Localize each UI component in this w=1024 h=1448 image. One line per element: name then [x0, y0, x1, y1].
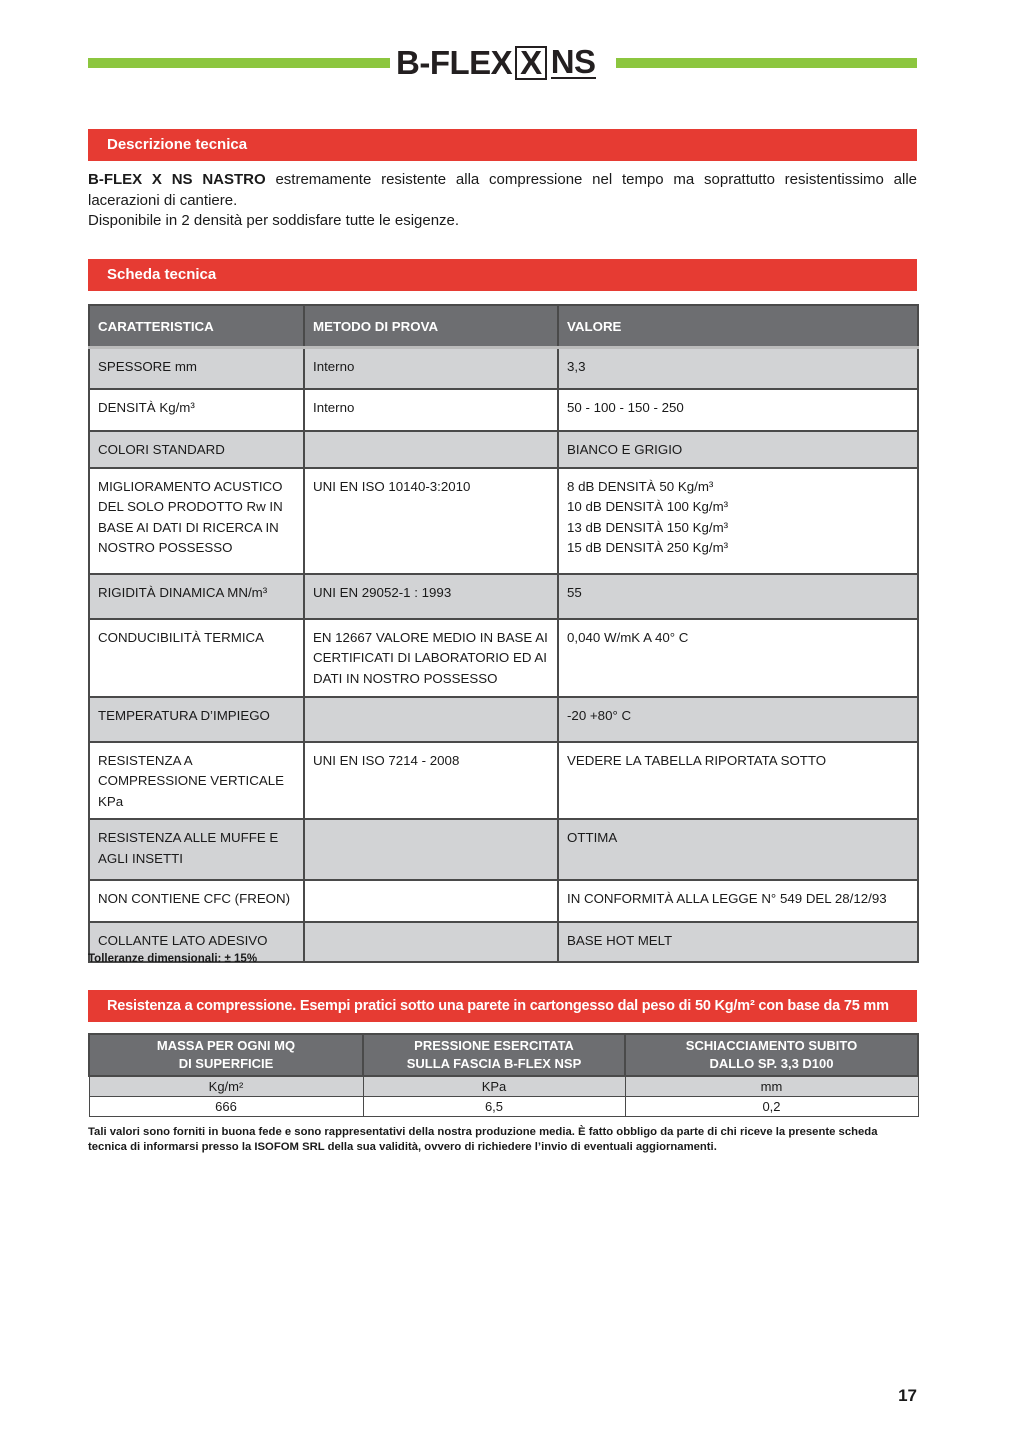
cell-caratteristica: MIGLIORAMENTO ACUSTICO DEL SOLO PRODOTTO Rw IN BASE AI DATI DI RICERCA IN NOSTRO POSSESSO: [89, 468, 304, 574]
cell-caratteristica: SPESSORE mm: [89, 348, 304, 389]
acoustic-value-100: 10 dB DENSITÀ 100 Kg/m³: [567, 499, 729, 514]
description-line1: estremamente resistente alla compressione nel tempo ma soprattutto resistentissimo alle lacerazioni di cantiere.: [88, 171, 917, 209]
table-row: [89, 389, 918, 431]
section-title-resistenza: Resistenza a compressione. Esempi pratici sotto una parete in cartongesso dal peso di 50 Kg/m² con base da 75 mm: [88, 990, 917, 1022]
table-row: [89, 819, 918, 880]
cell-caratteristica: NON CONTIENE CFC (FREON): [89, 880, 304, 922]
col-header-schiacciamento: [625, 1034, 918, 1076]
section-title-scheda: Scheda tecnica: [88, 259, 917, 291]
page-number: 17: [898, 1386, 917, 1405]
cell-metodo: UNI EN ISO 7214 - 2008: [304, 742, 558, 820]
description-paragraph: [88, 170, 917, 211]
cell-valore: 3,3: [558, 348, 918, 389]
col-header-metodo: METODO DI PROVA: [304, 305, 558, 348]
col-header-pressione-line2: SULLA FASCIA B-FLEX NSP: [406, 1056, 582, 1071]
disclaimer-note: Tali valori sono forniti in buona fede e sono rappresentativi della nostra produzione media. È fatto obbligo da parte di chi riceve la presente scheda tecnica di informarsi presso la ISOFOM SRL della sua validità, ovvero di richiedere l’invio di eventuali aggiornamenti.: [88, 1126, 878, 1153]
col-header-pressione: [363, 1034, 625, 1076]
table-row: [89, 468, 918, 574]
compression-header-row: [89, 1034, 918, 1076]
cell-valore: BASE HOT MELT: [558, 922, 918, 962]
table-row: [89, 431, 918, 468]
col-header-schiacciamento-line2: DALLO SP. 3,3 D100: [709, 1056, 834, 1071]
table-row: [89, 619, 918, 697]
cell-metodo: UNI EN ISO 10140-3:2010: [304, 468, 558, 574]
cell-valore: VEDERE LA TABELLA RIPORTATA SOTTO: [558, 742, 918, 820]
unit-cell: Kg/m²: [89, 1076, 363, 1097]
value-cell: 6,5: [363, 1097, 625, 1117]
cell-metodo: UNI EN 29052-1 : 1993: [304, 574, 558, 619]
cell-valore: [558, 468, 918, 574]
acoustic-value-50: 8 dB DENSITÀ 50 Kg/m³: [567, 478, 714, 494]
tolerance-note: Tolleranze dimensionali: ± 15%: [88, 953, 258, 965]
cell-valore: 55: [558, 574, 918, 619]
cell-metodo: [304, 880, 558, 922]
col-header-massa: [89, 1034, 363, 1076]
cell-metodo: [304, 431, 558, 468]
acoustic-value-250: 15 dB DENSITÀ 250 Kg/m³: [567, 540, 729, 555]
cell-valore: BIANCO E GRIGIO: [558, 431, 918, 468]
table-row: [89, 742, 918, 820]
spec-table: [88, 304, 919, 963]
page-header: [88, 40, 917, 88]
table-row: [89, 697, 918, 742]
cell-caratteristica: RESISTENZA A COMPRESSIONE VERTICALE KPa: [89, 742, 304, 820]
unit-cell: mm: [625, 1076, 918, 1097]
col-header-massa-line2: DI SUPERFICIE: [178, 1056, 274, 1071]
table-row: [89, 348, 918, 389]
col-header-schiacciamento-line1: SCHIACCIAMENTO SUBITO: [685, 1038, 858, 1053]
cell-valore: -20 +80° C: [558, 697, 918, 742]
cell-valore: 0,040 W/mK A 40° C: [558, 619, 918, 697]
unit-cell: KPa: [363, 1076, 625, 1097]
cell-caratteristica: COLLANTE LATO ADESIVO: [89, 922, 304, 962]
cell-caratteristica: RESISTENZA ALLE MUFFE E AGLI INSETTI: [89, 819, 304, 880]
table-row: [89, 574, 918, 619]
header-bar-right: [616, 58, 917, 68]
cell-valore: IN CONFORMITÀ ALLA LEGGE N° 549 DEL 28/12/93: [558, 880, 918, 922]
cell-metodo: [304, 819, 558, 880]
table-row: [89, 880, 918, 922]
value-cell: 0,2: [625, 1097, 918, 1117]
cell-metodo: [304, 922, 558, 962]
description-line2: Disponibile in 2 densità per soddisfare tutte le esigenze.: [88, 212, 460, 229]
brand-main: B-FLEX: [396, 44, 513, 81]
section-title-descrizione: Descrizione tecnica: [88, 129, 917, 161]
col-header-pressione-line1: PRESSIONE ESERCITATA: [414, 1038, 574, 1053]
col-header-massa-line1: MASSA PER OGNI MQ: [156, 1038, 296, 1053]
product-name: B-FLEX X NS NASTRO: [88, 171, 266, 188]
cell-caratteristica: RIGIDITÀ DINAMICA MN/m³: [89, 574, 304, 619]
cell-valore: 50 - 100 - 150 - 250: [558, 389, 918, 431]
cell-metodo: EN 12667 VALORE MEDIO IN BASE AI CERTIFICATI DI LABORATORIO ED AI DATI IN NOSTRO POSSESSO: [304, 619, 558, 697]
brand-logo: [396, 42, 596, 84]
cell-caratteristica: COLORI STANDARD: [89, 431, 304, 468]
header-bar-left: [88, 58, 390, 68]
units-row: [89, 1076, 918, 1097]
value-cell: 666: [89, 1097, 363, 1117]
cell-caratteristica: TEMPERATURA D’IMPIEGO: [89, 697, 304, 742]
values-row: [89, 1097, 918, 1117]
cell-metodo: Interno: [304, 389, 558, 431]
col-header-valore: VALORE: [558, 305, 918, 348]
col-header-caratteristica: CARATTERISTICA: [89, 305, 304, 348]
brand-box: X: [515, 46, 547, 80]
cell-metodo: Interno: [304, 348, 558, 389]
cell-valore: OTTIMA: [558, 819, 918, 880]
description-text: [88, 170, 917, 232]
spec-header-row: [89, 305, 918, 348]
cell-metodo: [304, 697, 558, 742]
compression-table: [88, 1033, 919, 1117]
cell-caratteristica: DENSITÀ Kg/m³: [89, 389, 304, 431]
cell-caratteristica: CONDUCIBILITÀ TERMICA: [89, 619, 304, 697]
acoustic-value-150: 13 dB DENSITÀ 150 Kg/m³: [567, 519, 729, 535]
brand-suffix: NS: [550, 43, 596, 80]
